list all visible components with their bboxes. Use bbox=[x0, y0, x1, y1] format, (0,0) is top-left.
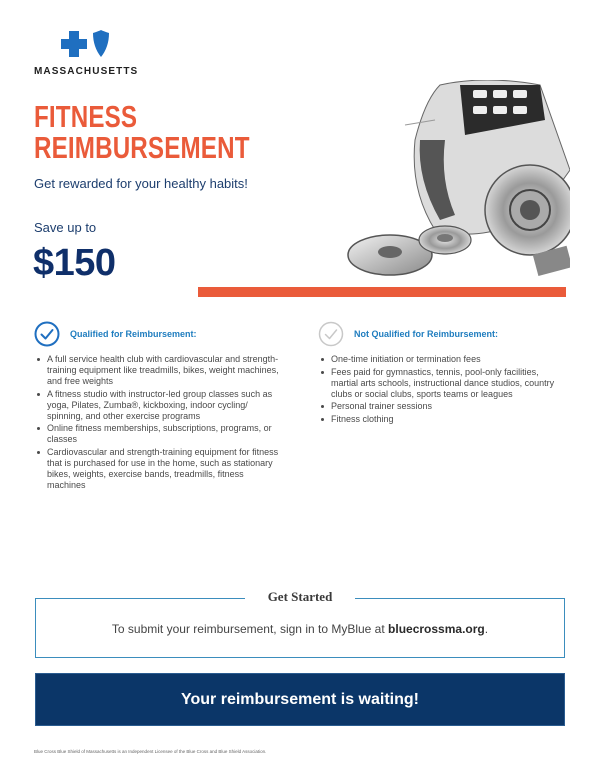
get-started-title: Get Started bbox=[245, 589, 355, 605]
savings-amount: $150 bbox=[33, 242, 116, 284]
check-circle-icon bbox=[34, 321, 60, 347]
brand-name: MASSACHUSETTS bbox=[34, 66, 139, 77]
title-line-2: REIMBURSEMENT bbox=[34, 130, 250, 165]
list-item: Cardiovascular and strength-training equipment for fitness that is purchased for use in the home, such as stationary bikes, weights, exercise bands, treadmills, fitness machines bbox=[34, 447, 284, 491]
qualified-header bbox=[34, 320, 284, 348]
shield-icon bbox=[93, 30, 109, 57]
title-line-1: FITNESS bbox=[34, 99, 138, 134]
check-circle-outline-icon bbox=[318, 321, 344, 347]
qualified-heading: Qualified for Reimbursement: bbox=[70, 329, 197, 339]
list-item: Online fitness memberships, subscriptions, programs, or classes bbox=[34, 423, 284, 445]
not-qualified-list bbox=[318, 354, 568, 425]
cross-icon bbox=[61, 31, 87, 57]
accent-bar bbox=[198, 287, 566, 297]
save-label: Save up to bbox=[34, 220, 97, 235]
list-item: One-time initiation or termination fees bbox=[318, 354, 568, 365]
subtitle: Get rewarded for your healthy habits! bbox=[34, 176, 248, 191]
not-qualified-section bbox=[318, 320, 568, 426]
qualified-list bbox=[34, 354, 284, 491]
get-started-text-before: To submit your reimbursement, sign in to MyBlue at bbox=[111, 622, 389, 636]
bcbs-logo-marks bbox=[60, 30, 120, 62]
get-started-text-after: . bbox=[484, 622, 489, 636]
not-qualified-header bbox=[318, 320, 568, 348]
qualified-section bbox=[34, 320, 284, 492]
hero-image bbox=[345, 80, 570, 280]
footer-disclaimer: Blue Cross Blue Shield of Massachusetts is an Independent Licensee of the Blue Cross and Blue Shield Association. bbox=[34, 749, 267, 754]
reimbursement-cta-banner[interactable] bbox=[35, 673, 565, 726]
bluecrossma-link[interactable]: bluecrossma.org bbox=[388, 622, 485, 636]
list-item: A full service health club with cardiovascular and strength-training equipment like treadmills, bikes, weight machines, and free weights bbox=[34, 354, 284, 387]
page-title bbox=[34, 101, 250, 163]
not-qualified-heading: Not Qualified for Reimbursement: bbox=[354, 329, 499, 339]
get-started-text bbox=[35, 622, 565, 636]
list-item: Personal trainer sessions bbox=[318, 401, 568, 412]
cta-label: Your reimbursement is waiting! bbox=[181, 690, 419, 708]
weight-plate-large-icon bbox=[485, 165, 570, 255]
list-item: A fitness studio with instructor-led group classes such as yoga, Pilates, Zumba®, kickboxing, indoor cycling/ spinning, and other exercise programs bbox=[34, 389, 284, 422]
weight-plate-small-icon bbox=[348, 226, 471, 275]
list-item: Fees paid for gymnastics, tennis, pool-only facilities, martial arts schools, instructional dance studios, country clubs or social clubs, sports teams or leagues bbox=[318, 367, 568, 400]
list-item: Fitness clothing bbox=[318, 414, 568, 425]
